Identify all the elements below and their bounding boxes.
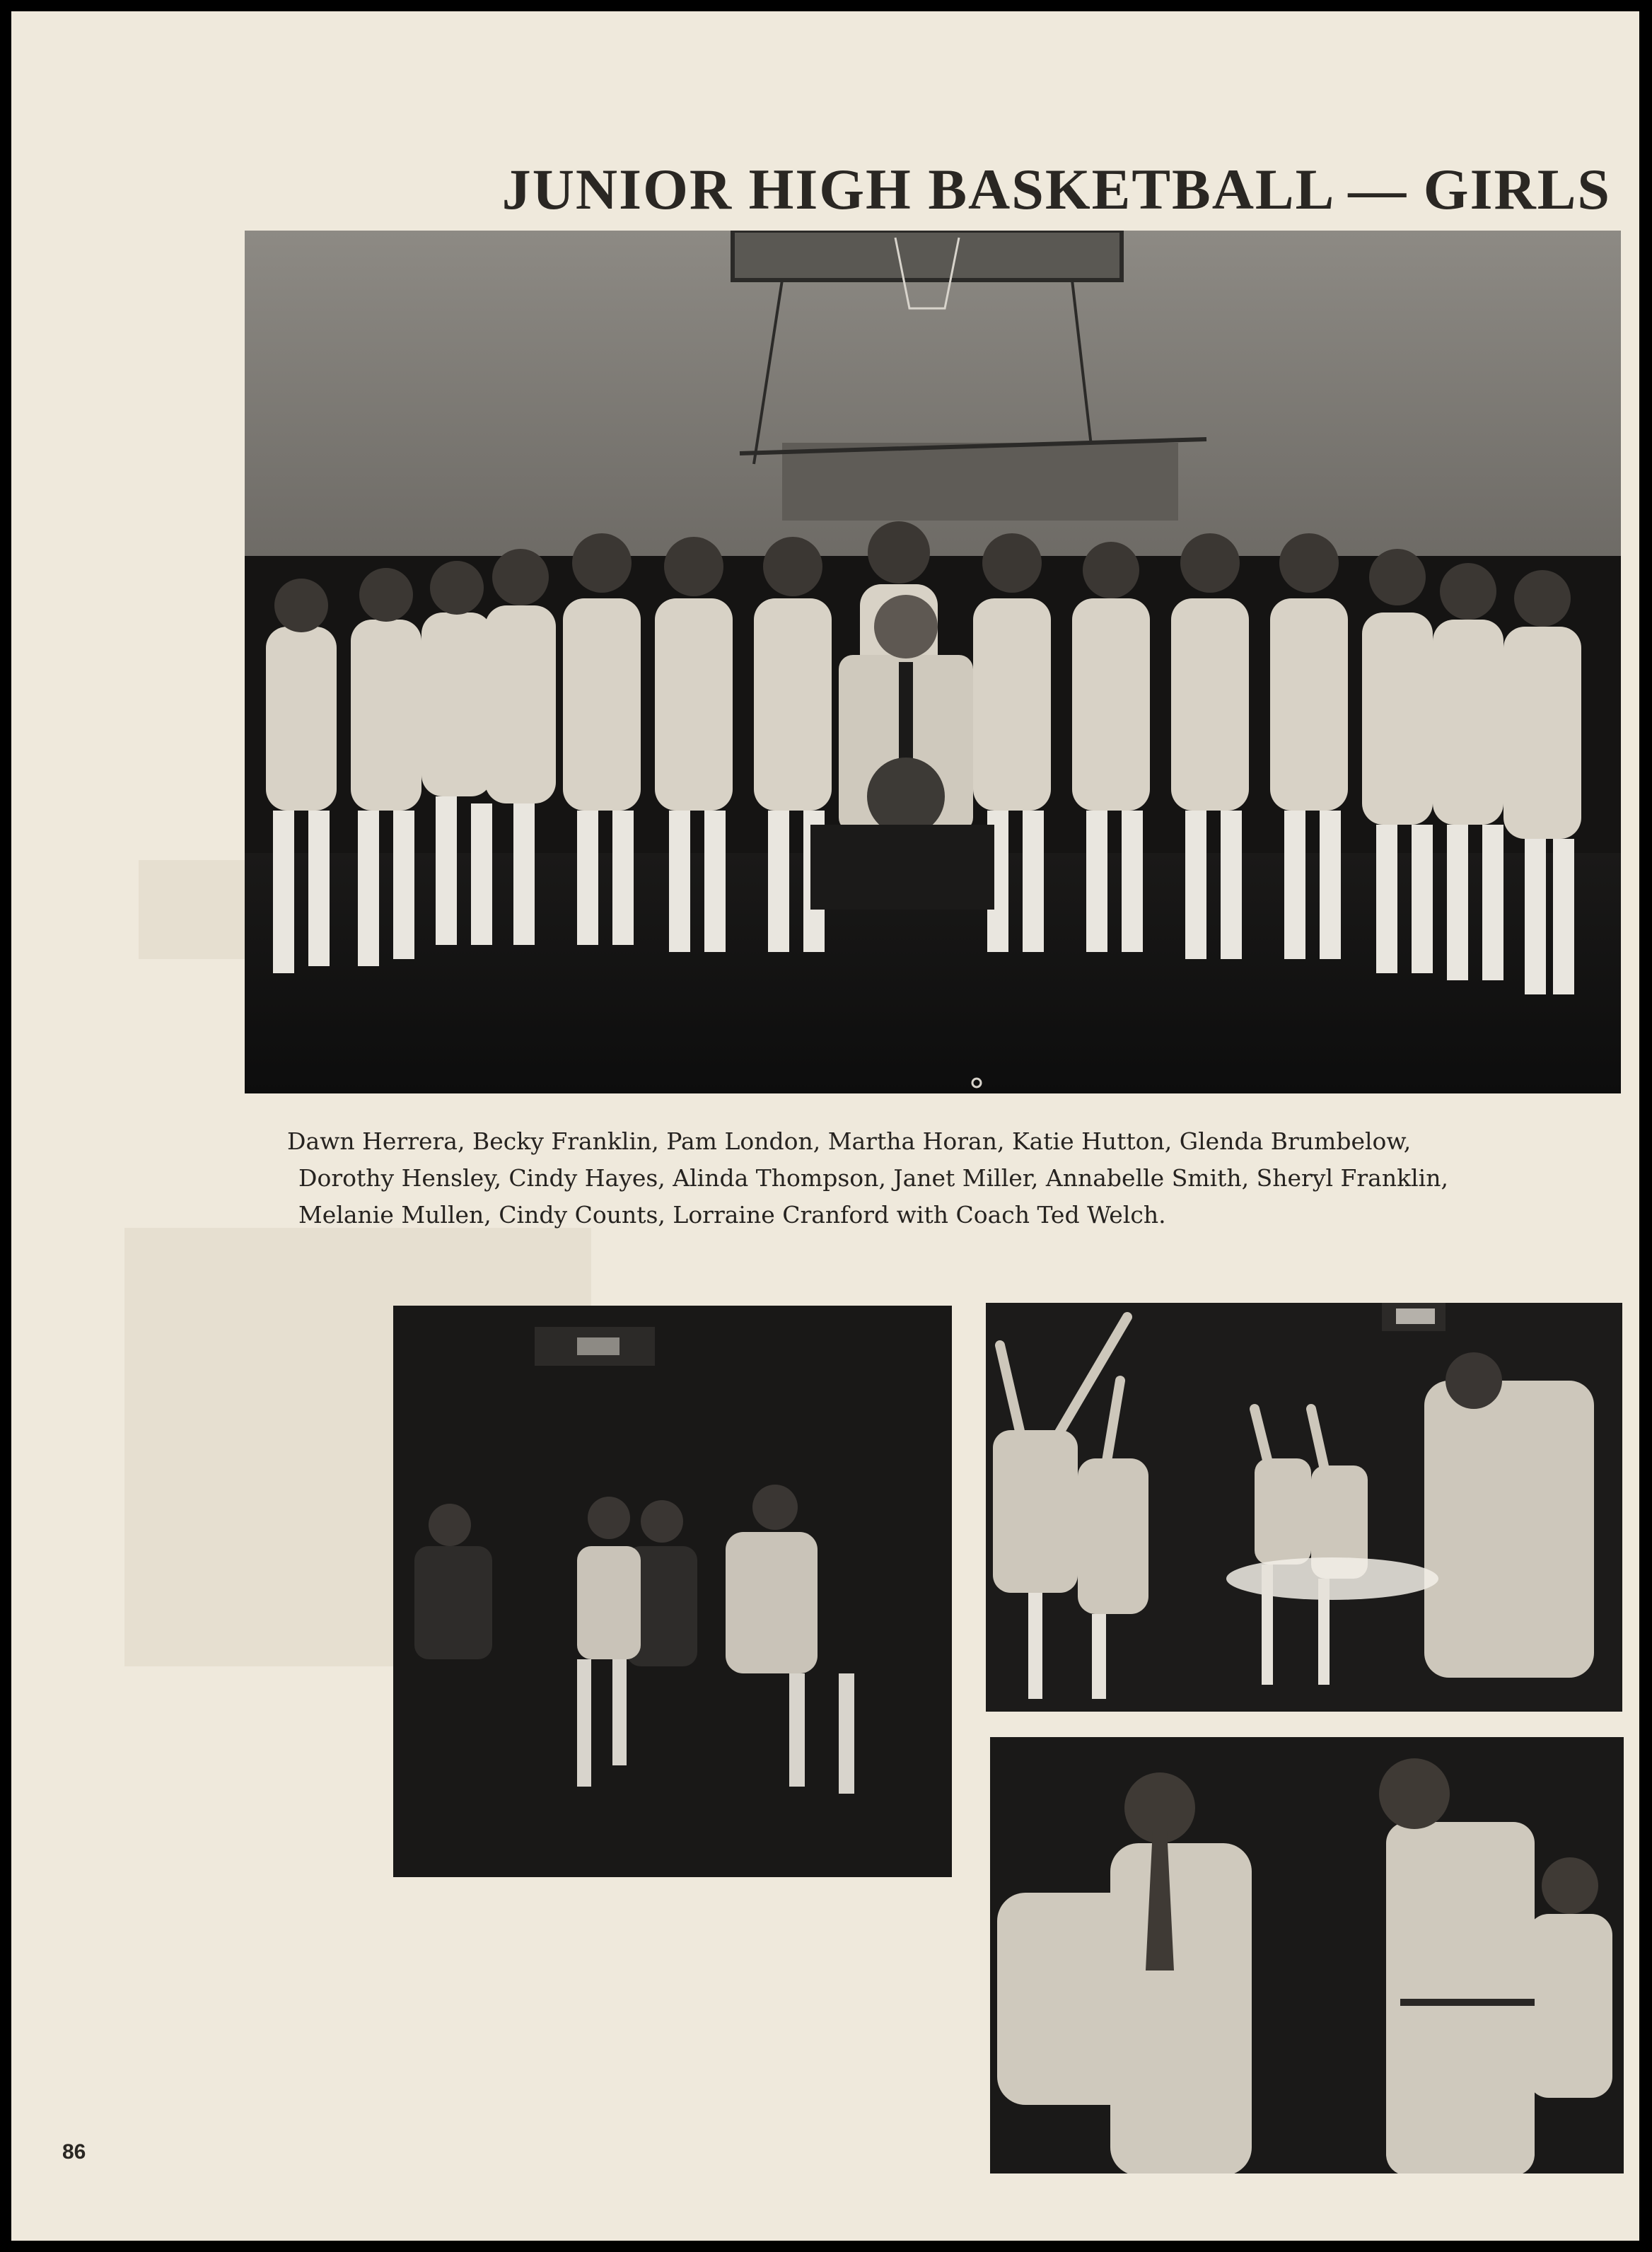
page-number: 86 (62, 2140, 86, 2164)
bleed-through-block (139, 860, 252, 959)
team-photo-caption (287, 1123, 1617, 1234)
caption-line: Melanie Mullen, Cindy Counts, Lorraine Cranford with Coach Ted Welch. (298, 1201, 1166, 1229)
team-huddle-photo (990, 1737, 1624, 2173)
team-photo (245, 231, 1621, 1093)
caption-line: Dawn Herrera, Becky Franklin, Pam London, Martha Horan, Katie Hutton, Glenda Brumbelow, (287, 1127, 1412, 1155)
game-action-photo (393, 1306, 952, 1877)
yearbook-page (11, 11, 1639, 2241)
game-action-photo (986, 1303, 1622, 1712)
caption-line: Dorothy Hensley, Cindy Hayes, Alinda Thompson, Janet Miller, Annabelle Smith, Sheryl Franklin, (298, 1164, 1448, 1192)
page-title: JUNIOR HIGH BASKETBALL — GIRLS (501, 156, 1611, 221)
